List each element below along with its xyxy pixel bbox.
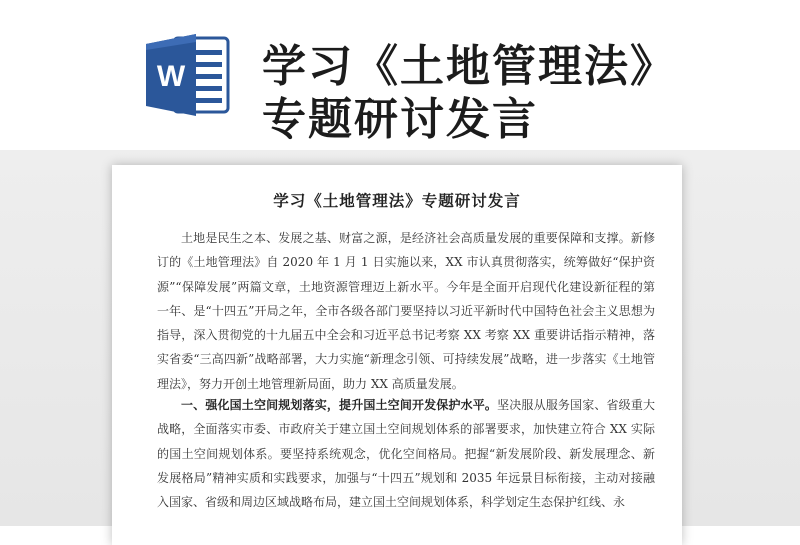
section-1-body: 坚决服从服务国家、省级重大战略，全面落实市委、市政府关于建立国土空间规划体系的部署要求，加快建立符合 XX 实际的国土空间规划体系。要坚持系统观念，优化空间格局。把握“新发展阶段、新发展理念、新发展格局”精神实质和实践要求，加强与“十四五”规划和 2035 年远景目标衔接，主动对接融入国家、省级和周边区域战略布局，建立国土空间规划体系，科学划定生态保护红线、永 [157, 398, 655, 510]
banner-title-line-1: 学习《土地管理法》 [262, 41, 676, 92]
document-page [112, 165, 682, 545]
word-document-icon [146, 32, 230, 118]
paragraph-section-1 [157, 393, 655, 514]
section-1-heading: 一、强化国土空间规划落实，提升国土空间开发保护水平。 [181, 398, 498, 412]
banner [0, 0, 800, 150]
banner-title-line-2: 专题研讨发言 [262, 94, 538, 145]
word-icon-letter: W [156, 60, 186, 93]
paragraph-intro: 土地是民生之本、发展之基、财富之源，是经济社会高质量发展的重要保障和支撑。新修订的《土地管理法》自 2020 年 1 月 1 日实施以来，XX 市认真贯彻落实，统筹做好“保护资源”“保障发展”两篇文章，土地资源管理迈上新水平。今年是全面开启现代化建设新征程的第一年、是“十四五”开局之年，全市各级各部门要坚持以习近平新时代中国特色社会主义思想为指导，深入贯彻党的十九届五中全会和习近平总书记考察 XX 考察 XX 重要讲话指示精神，落实省委“三高四新”战略部署，大力实施“新理念引领、可持续发展”战略，进一步落实《土地管理法》，努力开创土地管理新局面，助力 XX 高质量发展。 [157, 231, 655, 391]
document-title: 学习《土地管理法》专题研讨发言 [273, 191, 521, 210]
